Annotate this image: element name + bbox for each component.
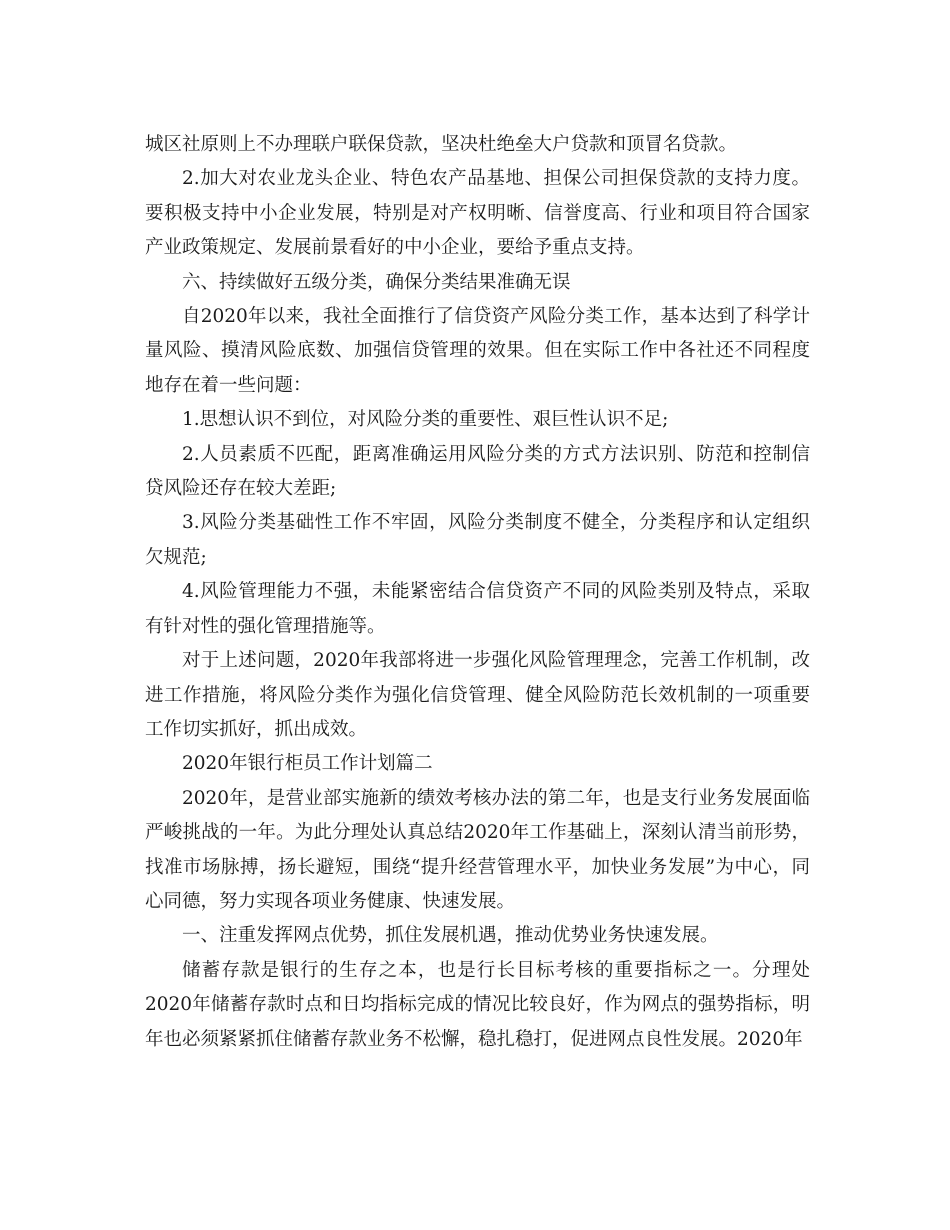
list-item: 3.风险分类基础性工作不牢固，风险分类制度不健全，分类程序和认定组织欠规范;: [145, 512, 810, 568]
paragraph: 城区社原则上不办理联户联保贷款，坚决杜绝垒大户贷款和顶冒名贷款。: [145, 134, 738, 155]
paragraph: 储蓄存款是银行的生存之本，也是行长目标考核的重要指标之一。分理处2020年储蓄存款时点和日均指标完成的情况比较良好，作为网点的强势指标，明年也必须紧紧抓住储蓄存款业务不松懈，稳扎稳打，促进网点良性发展。2020年: [145, 959, 810, 1050]
section-heading: 六、持续做好五级分类，确保分类结果准确无误: [182, 271, 571, 293]
document-body: [145, 128, 810, 1057]
list-item: 2.人员素质不匹配，距离准确运用风险分类的方式方法识别、防范和控制信贷风险还存在较大差距;: [145, 443, 810, 500]
section-heading: 一、注重发挥网点优势，抓住发展机遇，推动优势业务快速发展。: [182, 925, 719, 947]
list-item: 4.风险管理能力不强，未能紧密结合信贷资产不同的风险类别及特点，采取有针对性的强化管理措施等。: [145, 581, 810, 637]
paragraph: 对于上述问题，2020年我部将进一步强化风险管理理念，完善工作机制，改进工作措施，将风险分类作为强化信贷管理、健全风险防范长效机制的一项重要工作切实抓好，抓出成效。: [145, 650, 810, 740]
list-item: 1.思想认识不到位，对风险分类的重要性、艰巨性认识不足;: [182, 409, 669, 431]
section-title: 2020年银行柜员工作计划篇二: [182, 753, 433, 775]
paragraph: 2.加大对农业龙头企业、特色农产品基地、担保公司担保贷款的支持力度。要积极支持中小企业发展，特别是对产权明晰、信誉度高、行业和项目符合国家产业政策规定、发展前景看好的中小企业，要给予重点支持。: [145, 168, 810, 259]
paragraph: 2020年，是营业部实施新的绩效考核办法的第二年，也是支行业务发展面临严峻挑战的一年。为此分理处认真总结2020年工作基础上，深刻认清当前形势，找准市场脉搏，扬长避短，围绕“提升经营管理水平，加快业务发展”为中心，同心同德，努力实现各项业务健康、快速发展。: [145, 787, 810, 912]
paragraph: 自2020年以来，我社全面推行了信贷资产风险分类工作，基本达到了科学计量风险、摸清风险底数、加强信贷管理的效果。但在实际工作中各社还不同程度地存在着一些问题：: [145, 306, 810, 396]
